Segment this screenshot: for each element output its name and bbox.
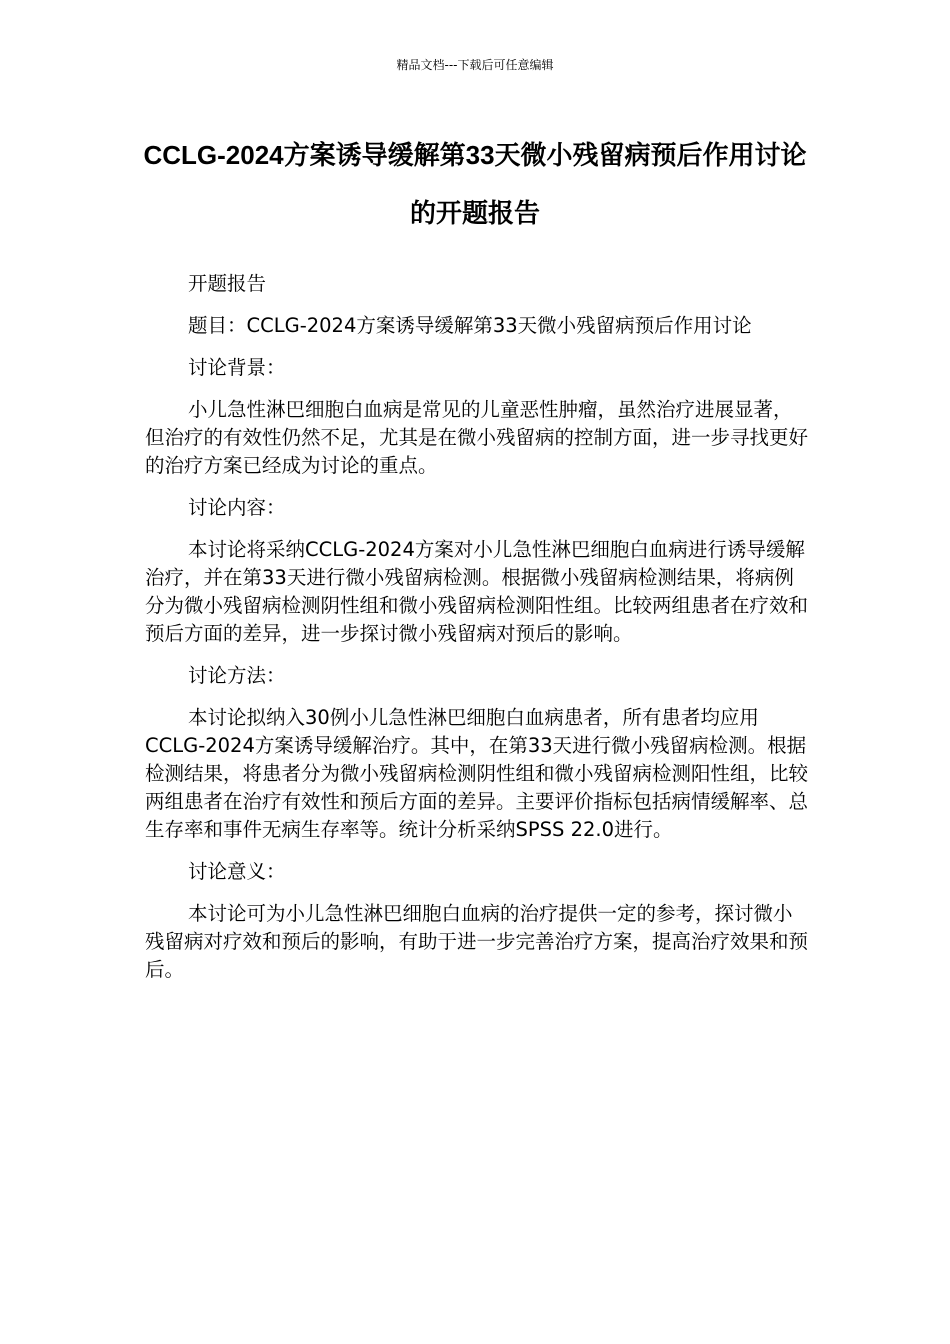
topic-line: 题目：CCLG-2024方案诱导缓解第33天微小残留病预后作用讨论 [188, 314, 752, 337]
section-heading-methods: 讨论方法： [188, 664, 286, 687]
document-body [145, 270, 810, 998]
section-heading-report: 开题报告 [188, 272, 267, 295]
section-heading-content: 讨论内容： [188, 496, 286, 519]
significance-paragraph: 本讨论可为小儿急性淋巴细胞白血病的治疗提供一定的参考，探讨微小残留病对疗效和预后的影响，有助于进一步完善治疗方案，提高治疗效果和预后。 [145, 902, 809, 981]
document-title: CCLG-2024方案诱导缓解第33天微小残留病预后作用讨论的开题报告 [143, 140, 807, 228]
background-paragraph: 小儿急性淋巴细胞白血病是常见的儿童恶性肿瘤，虽然治疗进展显著，但治疗的有效性仍然不足，尤其是在微小残留病的控制方面，进一步寻找更好的治疗方案已经成为讨论的重点。 [145, 398, 809, 477]
methods-paragraph: 本讨论拟纳入30例小儿急性淋巴细胞白血病患者，所有患者均应用CCLG-2024方案诱导缓解治疗。其中，在第33天进行微小残留病检测。根据检测结果，将患者分为微小残留病检测阴性组和微小残留病检测阳性组，比较两组患者在治疗有效性和预后方面的差异。主要评价指标包括病情缓解率、总生存率和事件无病生存率等。统计分析采纳SPSS 22.0进行。 [145, 706, 809, 841]
section-heading-significance: 讨论意义： [188, 860, 286, 883]
content-paragraph: 本讨论将采纳CCLG-2024方案对小儿急性淋巴细胞白血病进行诱导缓解治疗，并在第33天进行微小残留病检测。根据微小残留病检测结果，将病例分为微小残留病检测阴性组和微小残留病检测阳性组。比较两组患者在疗效和预后方面的差异，进一步探讨微小残留病对预后的影响。 [145, 538, 809, 645]
section-heading-background: 讨论背景： [188, 356, 286, 379]
header-note: 精品文档---下载后可任意编辑 [396, 58, 554, 72]
